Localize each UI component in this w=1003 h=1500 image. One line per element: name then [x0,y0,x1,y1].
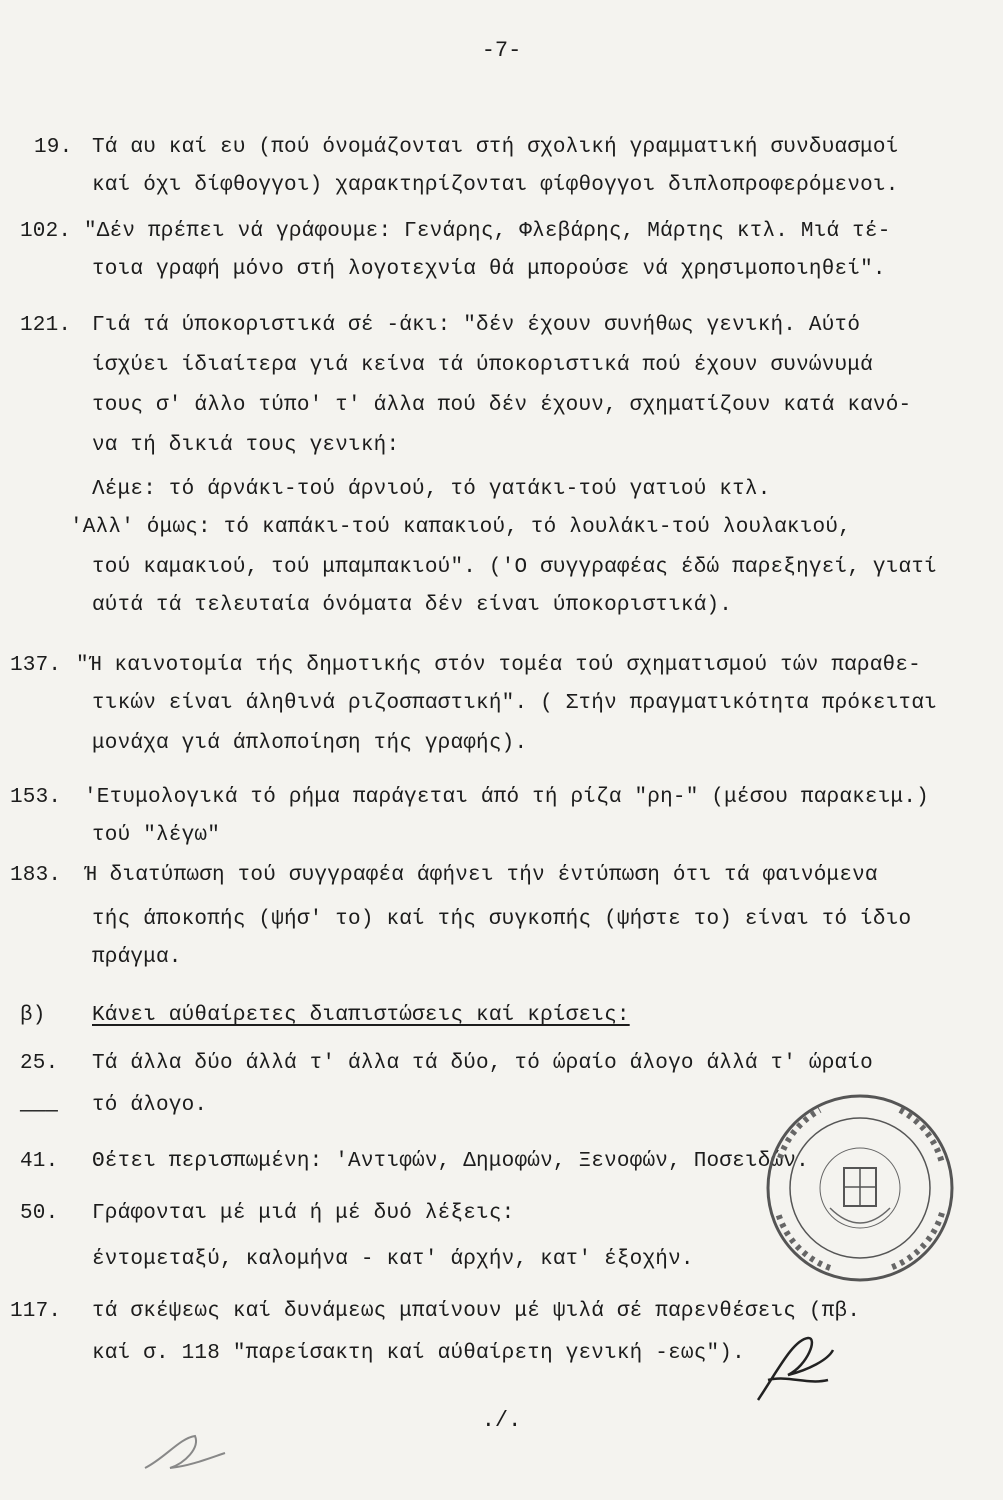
item-line: "Δέν πρέπει νά γράφουμε: Γενάρης, Φλεβάρης, Μάρτης κτλ. Μιά τέ- [84,220,891,243]
item-line: μονάχα γιά άπλοποίηση τής γραφής). [92,732,528,755]
item-number: 19. [34,136,73,159]
item-line: Θέτει περισπωμένη: 'Αντιφών, Δημοφών, Ξενοφών, Ποσειδών. [92,1150,809,1173]
item-line: τής άποκοπής (ψήσ' το) καί τής συγκοπής (ψήστε το) είναι τό ίδιο [92,908,912,931]
item-line: Λέμε: τό άρνάκι-τού άρνιού, τό γατάκι-τού γατιού κτλ. [92,478,771,501]
item-line: Ή διατύπωση τού συγγραφέα άφήνει τήν έντύπωση ότι τά φαινόμενα [84,864,878,887]
item-number: 183. [10,864,62,887]
item-line: τό άλογο. [92,1094,208,1117]
signature-icon [748,1330,838,1410]
item-line: αύτά τά τελευταία όνόματα δέν είναι ύποκοριστικά). [92,594,733,617]
item-line: τού καμακιού, τού μπαμπακιού". ('Ο συγγραφέας έδώ παρεξηγεί, γιατί [92,556,937,579]
end-mark: ./. [481,1408,522,1433]
item-line: καί όχι δίφθογγοι) χαρακτηρίζονται φίφθογγοι διπλοπροφερόμενοι. [92,174,899,197]
item-line: Γιά τά ύποκοριστικά σέ -άκι: "δέν έχουν συνήθως γενική. Αύτό [92,314,861,337]
margin-dash: ――― [20,1100,58,1123]
item-number: 117. [10,1300,62,1323]
section-letter: β) [20,1004,46,1027]
item-line: να τή δικιά τους γενική: [92,434,400,457]
section-heading: Κάνει αύθαίρετες διαπιστώσεις καί κρίσεις: [92,1004,630,1027]
item-number: 41. [20,1150,59,1173]
official-stamp-icon [760,1088,960,1288]
item-line: "Ή καινοτομία τής δημοτικής στόν τομέα τού σχηματισμού τών παραθε- [76,654,921,677]
item-line: Γράφονται μέ μιά ή μέ δυό λέξεις: [92,1202,515,1225]
initials-icon [140,1428,230,1478]
item-line: τού "λέγω" [92,824,221,847]
item-line: τους σ' άλλο τύπο' τ' άλλα πού δέν έχουν, σχηματίζουν κατά κανό- [92,394,912,417]
item-line: τοια γραφή μόνο στή λογοτεχνία θά μπορούσε νά χρησιμοποιηθεί". [92,258,886,281]
item-line: τά σκέψεως καί δυνάμεως μπαίνουν μέ ψιλά σέ παρενθέσεις (πβ. [92,1300,861,1323]
item-line: καί σ. 118 "παρείσακτη καί αύθαίρετη γενική -εως"). [92,1342,745,1365]
item-line: 'Αλλ' όμως: τό καπάκι-τού καπακιού, τό λουλάκι-τού λουλακιού, [70,516,851,539]
item-line: ίσχύει ίδιαίτερα γιά κείνα τά ύποκοριστικά πού έχουν συνώνυμά [92,354,873,377]
item-line: Τά άλλα δύο άλλά τ' άλλα τά δύο, τό ώραίο άλογο άλλά τ' ώραίο [92,1052,873,1075]
item-number: 121. [20,314,72,337]
item-number: 25. [20,1052,59,1075]
item-line: πράγμα. [92,946,182,969]
item-number: 102. [20,220,72,243]
item-line: τικών είναι άληθινά ριζοσπαστική". ( Στήν πραγματικότητα πρόκειται [92,692,937,715]
item-number: 50. [20,1202,59,1225]
item-line: Τά αυ καί ευ (πού όνομάζονται στή σχολική γραμματική συνδυασμοί [92,136,899,159]
item-line: 'Ετυμολογικά τό ρήμα παράγεται άπό τή ρίζα "ρη-" (μέσου παρακειμ.) [84,786,929,809]
item-line: έντομεταξύ, καλομήνα - κατ' άρχήν, κατ' έξοχήν. [92,1248,694,1271]
page-number: -7- [481,38,522,63]
item-number: 153. [10,786,62,809]
item-number: 137. [10,654,62,677]
